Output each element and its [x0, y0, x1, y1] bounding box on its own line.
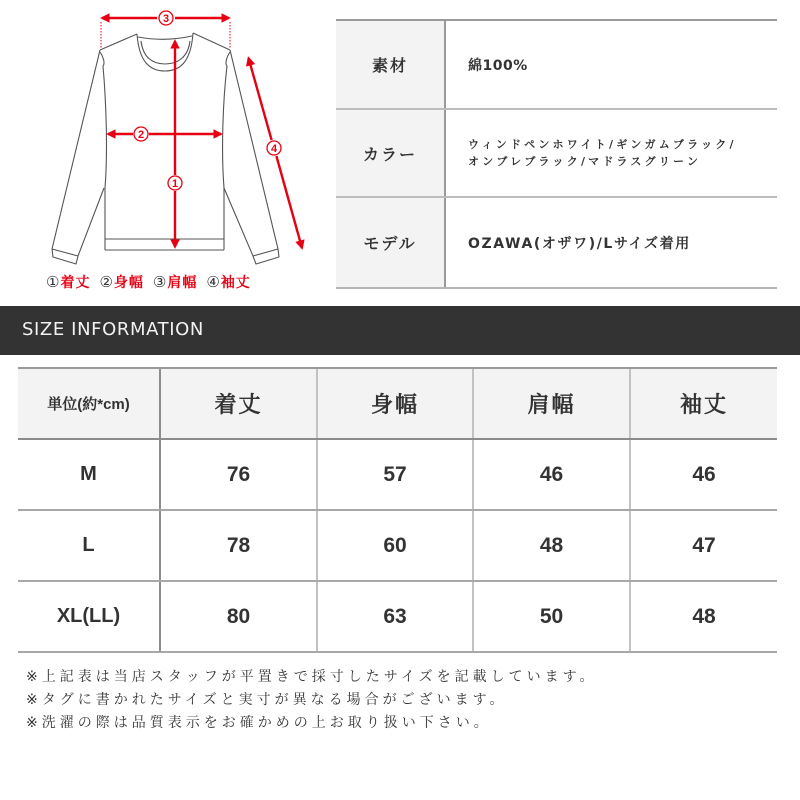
info-value — [446, 110, 777, 196]
header-label: 肩幅 — [527, 393, 576, 418]
header-cell-length — [161, 369, 318, 438]
header-label: 袖丈 — [679, 393, 728, 418]
legend-label: 身幅 — [113, 275, 144, 291]
legend-number: ① — [46, 273, 60, 291]
info-value — [446, 198, 777, 287]
value-cell — [474, 511, 631, 580]
header-cell-shoulder — [474, 369, 631, 438]
value: 46 — [539, 462, 564, 486]
value: 60 — [383, 533, 407, 557]
shirt-illustration — [0, 0, 330, 300]
value-cell — [318, 511, 474, 580]
diagram-legend — [46, 272, 251, 292]
shoulder-guide-lines — [101, 22, 230, 49]
size-information-band — [0, 306, 800, 355]
svg-text:3: 3 — [162, 13, 170, 25]
product-info-table — [336, 19, 777, 287]
info-row-material — [336, 21, 777, 110]
table-row — [18, 582, 777, 653]
color-value-line: オンブレブラック/マドラスグリーン — [468, 155, 702, 168]
legend-item-length — [46, 272, 90, 292]
material-value: 綿100% — [468, 57, 528, 74]
header-cell-unit — [18, 369, 161, 438]
size-cell — [18, 440, 161, 509]
value-cell — [318, 440, 474, 509]
color-value-line: ウィンドペンホワイト/ギンガムブラック/ — [468, 138, 737, 151]
value-cell — [318, 582, 474, 651]
legend-item-width — [99, 272, 143, 292]
value-cell — [474, 440, 631, 509]
header-label: 単位(約*cm) — [47, 396, 130, 413]
header-label: 着丈 — [214, 393, 263, 418]
marker-sleeve — [267, 141, 281, 155]
value: 47 — [692, 533, 716, 557]
size-cell — [18, 582, 161, 651]
legend-item-shoulder — [153, 272, 197, 292]
svg-text:2: 2 — [137, 129, 145, 141]
legend-number: ③ — [152, 273, 167, 291]
legend-label: 着丈 — [60, 275, 91, 291]
value: 50 — [539, 604, 564, 628]
legend-item-sleeve — [206, 272, 250, 292]
value-cell — [631, 582, 777, 651]
measurement-diagram — [0, 0, 330, 300]
note-measurement: ※上記表は当店スタッフが平置きで採寸したサイズを記載しています。 — [26, 669, 598, 685]
info-row-model — [336, 198, 777, 289]
notes — [26, 666, 598, 735]
value: 46 — [692, 462, 716, 486]
value-cell — [631, 440, 777, 509]
section-title: SIZE INFORMATION — [22, 319, 204, 340]
info-label: モデル — [336, 198, 446, 287]
info-label: カラー — [336, 110, 446, 196]
value-cell — [161, 440, 318, 509]
legend-number: ④ — [206, 273, 220, 291]
size-label: XL(LL) — [56, 605, 121, 627]
header-label: 身幅 — [370, 393, 419, 418]
legend-label: 袖丈 — [220, 275, 251, 291]
model-value: OZAWA(オザワ)/Lサイズ着用 — [468, 235, 691, 252]
svg-text:1: 1 — [171, 178, 179, 190]
header-cell-width — [318, 369, 474, 438]
info-label: 素材 — [336, 21, 446, 108]
legend-number: ② — [99, 273, 113, 291]
value-cell — [161, 582, 318, 651]
table-row — [18, 511, 777, 582]
value: 57 — [383, 462, 407, 486]
info-row-color — [336, 110, 777, 198]
table-header-row — [18, 369, 777, 440]
size-cell — [18, 511, 161, 580]
marker-length — [168, 176, 182, 190]
value: 48 — [539, 533, 564, 557]
header-cell-sleeve — [631, 369, 777, 438]
note-washing: ※洗濯の際は品質表示をお確かめの上お取り扱い下さい。 — [26, 715, 492, 731]
info-value — [446, 21, 777, 108]
value: 76 — [226, 462, 251, 486]
value-cell — [631, 511, 777, 580]
size-table — [18, 367, 777, 653]
measurement-arrows — [102, 18, 302, 248]
value-cell — [161, 511, 318, 580]
value-cell — [474, 582, 631, 651]
shirt-outline — [52, 33, 279, 264]
note-tag-size: ※タグに書かれたサイズと実寸が異なる場合がございます。 — [26, 692, 508, 708]
svg-text:4: 4 — [270, 143, 278, 155]
value: 63 — [383, 604, 407, 628]
legend-label: 肩幅 — [167, 275, 198, 291]
value: 78 — [226, 533, 251, 557]
table-row — [18, 440, 777, 511]
marker-width — [134, 127, 148, 141]
value: 48 — [692, 604, 716, 628]
marker-shoulder — [159, 11, 173, 25]
size-label: M — [80, 463, 97, 485]
value: 80 — [226, 604, 251, 628]
size-label: L — [82, 534, 95, 556]
